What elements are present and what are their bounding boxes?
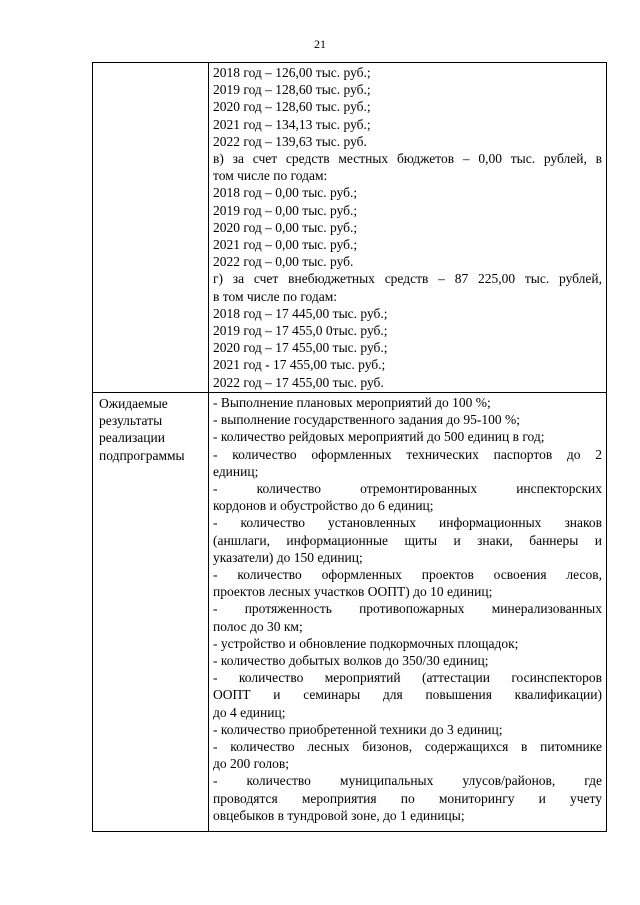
text-line: том числе по годам: — [213, 168, 328, 184]
label-line: подпрограммы — [99, 447, 185, 463]
text-line: 2020 год – 128,60 тыс. руб.; — [213, 99, 371, 115]
paragraph — [213, 374, 602, 391]
paragraph — [213, 305, 602, 322]
text-line: 2022 год – 139,63 тыс. руб. — [213, 133, 367, 149]
text-line: единиц; — [213, 463, 259, 479]
paragraph — [213, 270, 602, 304]
paragraph — [213, 356, 602, 373]
text-line: до 4 единиц; — [213, 704, 286, 720]
text-line: 2021 год – 0,00 тыс. руб.; — [213, 237, 358, 253]
paragraph — [213, 514, 602, 566]
text-line: указатели) до 150 единиц; — [213, 549, 363, 565]
paragraph — [213, 150, 602, 184]
label-line: результаты — [99, 413, 163, 429]
text-line: 2022 год – 17 455,00 тыс. руб. — [213, 374, 384, 390]
paragraph — [213, 322, 602, 339]
text-line: г) за счет внебюджетных средств – 87 225,00 тыс. рублей, — [213, 271, 602, 287]
paragraph — [213, 428, 602, 445]
text-line: 2019 год – 17 455,0 0тыс. руб.; — [213, 323, 388, 339]
text-line: - количество оформленных проектов освоения лесов, — [213, 567, 602, 583]
text-line: 2018 год – 126,00 тыс. руб.; — [213, 65, 371, 80]
paragraph — [213, 202, 602, 219]
text-line: овцебыков в тундровой зоне, до 1 единицы; — [213, 807, 465, 823]
label-line: реализации — [99, 430, 165, 446]
paragraph — [213, 236, 602, 253]
text-line: - количество мероприятий (аттестации госинспекторов — [213, 670, 602, 686]
text-line: 2019 год – 0,00 тыс. руб.; — [213, 202, 358, 218]
label-line: Ожидаемые — [99, 396, 168, 411]
paragraph — [213, 738, 602, 772]
paragraph — [213, 64, 602, 81]
value-cell-content — [209, 393, 606, 824]
text-line: проектов лесных участков ООПТ) до 10 единиц; — [213, 584, 493, 600]
paragraph — [213, 566, 602, 600]
text-line: 2022 год – 0,00 тыс. руб. — [213, 254, 354, 270]
text-line: - протяженность противопожарных минерализованных — [213, 601, 602, 617]
text-line: 2020 год – 17 455,00 тыс. руб.; — [213, 340, 388, 356]
text-line: - Выполнение плановых мероприятий до 100 %; — [213, 395, 491, 410]
text-line: в) за счет средств местных бюджетов – 0,00 тыс. рублей, в — [213, 151, 602, 167]
text-line: - количество рейдовых мероприятий до 500 единиц в год; — [213, 429, 545, 445]
text-line: в том числе по годам: — [213, 288, 338, 304]
program-table — [92, 62, 607, 832]
paragraph — [213, 219, 602, 236]
paragraph — [213, 721, 602, 738]
value-cell — [209, 393, 607, 832]
text-line: полос до 30 км; — [213, 618, 303, 634]
text-line: - количество установленных информационных знаков — [213, 515, 602, 531]
paragraph — [213, 116, 602, 133]
text-line: - количество муниципальных улусов/районов, где — [213, 773, 602, 789]
text-line: 2018 год – 17 445,00 тыс. руб.; — [213, 305, 388, 321]
paragraph — [213, 339, 602, 356]
paragraph — [213, 133, 602, 150]
paragraph — [213, 394, 602, 411]
label-cell — [93, 393, 209, 832]
text-line: (аншлаги, информационные щиты и знаки, баннеры и — [213, 532, 602, 548]
paragraph — [213, 652, 602, 669]
paragraph — [213, 772, 602, 824]
paragraph — [213, 446, 602, 480]
label-cell — [93, 63, 209, 393]
text-line: - количество добытых волков до 350/30 единиц; — [213, 653, 489, 669]
text-line: - устройство и обновление подкормочных площадок; — [213, 635, 519, 651]
text-line: проводятся мероприятия по мониторингу и учету — [213, 790, 602, 806]
text-line: - количество приобретенной техники до 3 единиц; — [213, 721, 503, 737]
label-cell-content — [93, 393, 208, 464]
paragraph — [213, 184, 602, 201]
text-line: ООПТ и семинары для повышения квалификации) — [213, 687, 602, 703]
paragraph — [213, 253, 602, 270]
paragraph — [213, 411, 602, 428]
text-line: - количество лесных бизонов, содержащихся в питомнике — [213, 739, 602, 755]
paragraph — [213, 669, 602, 721]
label-cell-content — [93, 63, 208, 65]
text-line: 2018 год – 0,00 тыс. руб.; — [213, 185, 358, 201]
paragraph — [213, 98, 602, 115]
paragraph — [213, 600, 602, 634]
text-line: 2019 год – 128,60 тыс. руб.; — [213, 82, 371, 98]
page-number: 21 — [314, 37, 326, 51]
value-cell — [209, 63, 607, 393]
paragraph — [213, 480, 602, 514]
value-cell-content — [209, 63, 606, 391]
text-line: до 200 голов; — [213, 756, 290, 772]
paragraph — [213, 635, 602, 652]
text-line: - количество оформленных технических паспортов до 2 — [213, 446, 602, 462]
paragraph — [213, 81, 602, 98]
table-row — [93, 393, 607, 832]
text-line: 2020 год – 0,00 тыс. руб.; — [213, 219, 358, 235]
text-line: кордонов и обустройство до 6 единиц; — [213, 498, 434, 514]
text-line: - количество отремонтированных инспекторских — [213, 481, 602, 497]
text-line: 2021 год - 17 455,00 тыс. руб.; — [213, 357, 386, 373]
text-line: 2021 год – 134,13 тыс. руб.; — [213, 116, 371, 132]
table-row — [93, 63, 607, 393]
text-line: - выполнение государственного задания до 95-100 %; — [213, 412, 521, 428]
